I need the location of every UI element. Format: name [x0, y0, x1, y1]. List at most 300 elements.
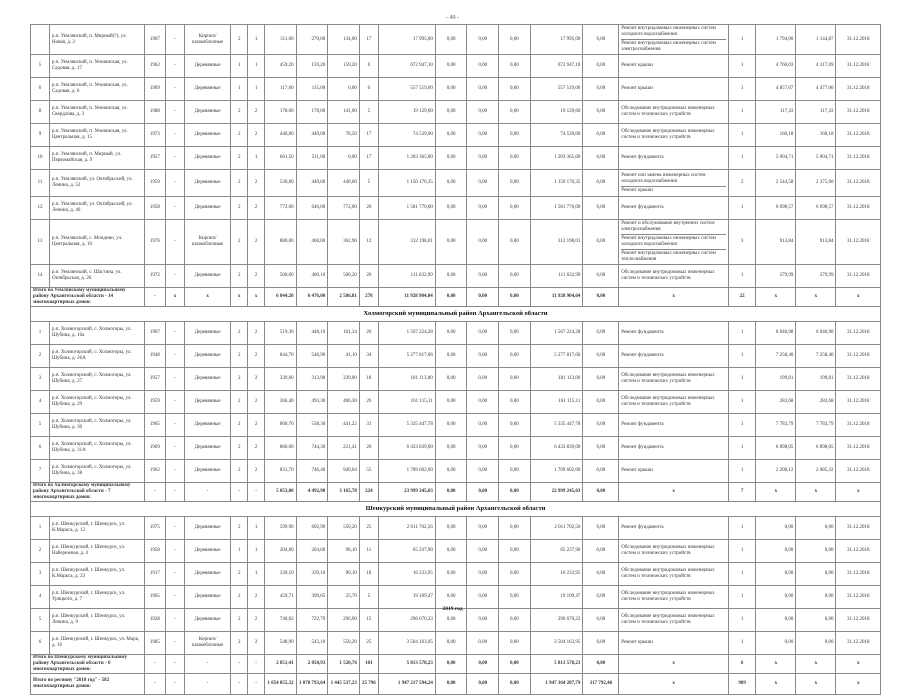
cell-w2: 199,81 — [756, 368, 796, 391]
cell-en: 2 — [248, 124, 265, 147]
cell-n: 4 — [31, 391, 50, 414]
cell-a2: 400,10 — [296, 265, 328, 288]
total-works: х — [619, 674, 729, 695]
cell-p: 55 — [359, 460, 378, 483]
cell-n: 6 — [31, 437, 50, 460]
works-cell — [619, 55, 729, 78]
cell-a1: 866,00 — [265, 437, 297, 460]
cell-year: 1917 — [144, 563, 165, 586]
cell-c3: - — [165, 632, 184, 655]
cell-fl: 1 — [231, 78, 248, 101]
cell-p: 6 — [359, 78, 378, 101]
section-header — [31, 307, 881, 322]
total-a3: 1 445 537,23 — [328, 674, 360, 695]
total-w1: 7 — [728, 483, 755, 502]
cell-a3: 500,20 — [328, 265, 360, 288]
cell-a1: 548,90 — [265, 632, 297, 655]
cell-z1: 0,00 — [435, 220, 467, 265]
cell-en: 2 — [248, 586, 265, 609]
cell-p: 5 — [359, 586, 378, 609]
cell-en: 2 — [248, 345, 265, 368]
cell-en: 2 — [248, 322, 265, 345]
total-a3: 3 165,78 — [328, 483, 360, 502]
works-cell — [619, 220, 729, 265]
cell-z3: 0,00 — [499, 460, 531, 483]
cell-z3: 0,00 — [499, 170, 531, 197]
cell-year: 1985 — [144, 632, 165, 655]
cell-z2: 0,00 — [467, 414, 499, 437]
total-c2: - — [144, 655, 165, 674]
cell-a3: 296,90 — [328, 609, 360, 632]
cell-c13: 672 947,10 — [530, 55, 583, 78]
cell-c14: 0,00 — [583, 265, 619, 288]
cell-date: 31.12.2018 — [836, 265, 881, 288]
cell-year: 1967 — [144, 322, 165, 345]
cell-w2: 6 046,98 — [756, 322, 796, 345]
cell-a1: 117,60 — [265, 78, 297, 101]
cell-cost: 1 581 770,00 — [378, 197, 435, 220]
cell-date: 31.12.2018 — [836, 322, 881, 345]
cell-w1: 1 — [728, 101, 755, 124]
cell-addr: р.п. Уемлянский, ул. Октябрьский, ул. Ленина, д. 46 — [49, 197, 144, 220]
total-p: 224 — [359, 483, 378, 502]
cell-c3: - — [165, 265, 184, 288]
cell-z1: 0,00 — [435, 391, 467, 414]
cell-addr: р.п. Шенкурский, г. Шенкурск, ул. Марк, д. 16 — [49, 632, 144, 655]
cell-type: Деревянные — [184, 55, 230, 78]
cell-w3: 0,00 — [796, 586, 836, 609]
cell-c13: 296 670,23 — [530, 609, 583, 632]
table-row — [31, 540, 881, 563]
cell-year: 1965 — [144, 414, 165, 437]
work-item: Ремонт и обслуживание внутренних систем электроснабжения — [621, 220, 726, 235]
cell-w1: 1 — [728, 322, 755, 345]
cell-z3: 0,00 — [499, 563, 531, 586]
table-row — [31, 517, 881, 540]
cell-year: 1962 — [144, 460, 165, 483]
table-row — [31, 632, 881, 655]
total-w2: х — [756, 288, 796, 307]
total-c5: - — [248, 674, 265, 695]
cell-c3: - — [165, 55, 184, 78]
cell-type: Деревянные — [184, 147, 230, 170]
cell-en: 1 — [248, 25, 265, 55]
cell-z2: 0,00 — [467, 437, 499, 460]
cell-date: 31.12.2018 — [836, 414, 881, 437]
cell-en: 2 — [248, 368, 265, 391]
cell-c14: 0,00 — [583, 586, 619, 609]
cell-year: 1975 — [144, 517, 165, 540]
cell-n: 1 — [31, 517, 50, 540]
cell-a2: 548,90 — [296, 345, 328, 368]
cell-z1: 0,00 — [435, 101, 467, 124]
table-row — [31, 78, 881, 101]
total-w3: х — [796, 483, 836, 502]
cell-addr: р.п. Уемлянский, п. Уемлянская, ул. Центральная, д. 15 — [49, 124, 144, 147]
cell-fl: 2 — [231, 609, 248, 632]
total-c14: 0,00 — [583, 655, 619, 674]
cell-en: 2 — [248, 170, 265, 197]
cell-cost: 16 233,95 — [378, 563, 435, 586]
total-c13: 1 947 364 287,79 — [530, 674, 583, 695]
cell-z1: 0,00 — [435, 147, 467, 170]
total-c13: 22 999 245,03 — [530, 483, 583, 502]
cell-fl: 2 — [231, 265, 248, 288]
cell-a2: 440,60 — [296, 170, 328, 197]
total-cost: 5 813 578,23 — [378, 655, 435, 674]
work-item: Обследование внутридомовых инженерных систем и технических устройств — [621, 373, 715, 384]
cell-date: 31.12.2018 — [836, 632, 881, 655]
cell-a2: 339,10 — [296, 563, 328, 586]
cell-c14: 0,00 — [583, 322, 619, 345]
cell-type: Деревянные — [184, 460, 230, 483]
cell-z3: 0,00 — [499, 437, 531, 460]
works-cell — [619, 101, 729, 124]
cell-date: 31.12.2018 — [836, 170, 881, 197]
cell-w1: 1 — [728, 460, 755, 483]
cell-c14: 0,00 — [583, 540, 619, 563]
cell-en: 2 — [248, 437, 265, 460]
work-item: Ремонт крыши — [621, 468, 653, 473]
cell-z3: 0,00 — [499, 586, 531, 609]
cell-year: 1928 — [144, 609, 165, 632]
cell-w1: 1 — [728, 55, 755, 78]
cell-c13: 111 632,99 — [530, 265, 583, 288]
cell-fl: 2 — [231, 414, 248, 437]
cell-w3: 0,00 — [796, 540, 836, 563]
work-item: Ремонт крыши — [621, 187, 653, 193]
cell-w2: 0,00 — [756, 517, 796, 540]
cell-a3: 134,00 — [328, 25, 360, 55]
cell-type: Деревянные — [184, 265, 230, 288]
cell-year: 1988 — [144, 101, 165, 124]
work-item: Обследование внутридомовых инженерных систем и технических устройств — [621, 106, 715, 117]
cell-z1: 0,00 — [435, 170, 467, 197]
cell-n: 5 — [31, 55, 50, 78]
total-label: Итого по Холмогорскому муниципальному району Архангельской области - 7 многоквартирных домов: — [31, 483, 145, 502]
cell-z2: 0,00 — [467, 563, 499, 586]
cell-cost: 65 237,90 — [378, 540, 435, 563]
cell-w3: 4 317,69 — [796, 55, 836, 78]
cell-en: 2 — [248, 220, 265, 265]
cell-fl: 2 — [231, 517, 248, 540]
cell-z3: 0,00 — [499, 197, 531, 220]
cell-cost: 672 947,10 — [378, 55, 435, 78]
cell-addr: р.п. Холмогорский, с. Холмогоры, ул. Шубина, д. 29 — [49, 391, 144, 414]
cell-a2: 746,40 — [296, 460, 328, 483]
cell-c3: - — [165, 517, 184, 540]
total-c5: - — [248, 655, 265, 674]
table-body — [31, 25, 881, 695]
cell-z3: 0,00 — [499, 124, 531, 147]
cell-a1: 339,10 — [265, 563, 297, 586]
total-c5: - — [248, 483, 265, 502]
work-item: Ремонт крыши — [621, 640, 653, 645]
total-w1: 909 — [728, 674, 755, 695]
cell-z1: 0,00 — [435, 517, 467, 540]
cell-w3: 2 085,32 — [796, 460, 836, 483]
cell-date: 31.12.2018 — [836, 437, 881, 460]
total-c5: - — [231, 655, 248, 674]
cell-z2: 0,00 — [467, 78, 499, 101]
work-item: Ремонт крыши — [621, 63, 653, 68]
cell-type: Деревянные — [184, 345, 230, 368]
cell-addr: р.п. Холмогорский, с. Холмогоры, ул. Шубина, д. 30 — [49, 414, 144, 437]
works-cell — [619, 368, 729, 391]
cell-c14: 0,00 — [583, 147, 619, 170]
cell-cost: 312 198,01 — [378, 220, 435, 265]
cell-fl: 2 — [231, 460, 248, 483]
cell-a3: 78,50 — [328, 124, 360, 147]
cell-type: Деревянные — [184, 78, 230, 101]
work-item: Обследование внутридомовых инженерных систем и технических устройств — [621, 396, 715, 407]
total-c5: х — [248, 288, 265, 307]
cell-z3: 0,00 — [499, 632, 531, 655]
table-row — [31, 345, 881, 368]
total-c4: х — [184, 288, 230, 307]
cell-addr: р.п. Уемлянский, с. Мондино, ул. Центральная, д. 10 — [49, 220, 144, 265]
cell-w1: 1 — [728, 124, 755, 147]
cell-c3: - — [165, 25, 184, 55]
cell-fl: 2 — [231, 632, 248, 655]
work-item: Обследование внутридомовых инженерных систем и технических устройств — [621, 129, 715, 140]
cell-a3: 0,00 — [328, 147, 360, 170]
cell-w2: 0,00 — [756, 563, 796, 586]
cell-year: 1972 — [144, 265, 165, 288]
cell-c3: - — [165, 460, 184, 483]
cell-fl: 2 — [231, 197, 248, 220]
table-row — [31, 437, 881, 460]
cell-en: 2 — [248, 460, 265, 483]
section-header — [31, 502, 881, 517]
cell-w1: 1 — [728, 368, 755, 391]
cell-addr: р.п. Холмогорский, с. Холмогоры, ул. Шубина, д. 27 — [49, 368, 144, 391]
cell-z3: 0,00 — [499, 322, 531, 345]
cell-c14: 0,00 — [583, 563, 619, 586]
cell-z1: 0,00 — [435, 25, 467, 55]
total-c4: - — [184, 674, 230, 695]
total-z1: 0,00 — [435, 288, 467, 307]
cell-date: 31.12.2018 — [836, 460, 881, 483]
cell-fl: 2 — [231, 170, 248, 197]
cell-w1: 1 — [728, 147, 755, 170]
cell-type: Кирпич/шлакоблочные — [184, 25, 230, 55]
cell-en: 1 — [248, 563, 265, 586]
cell-z3: 0,00 — [499, 265, 531, 288]
cell-z1: 0,00 — [435, 460, 467, 483]
cell-w2: 0,00 — [756, 586, 796, 609]
work-item: Ремонт фундамента — [621, 525, 664, 530]
cell-w3: 6 698,57 — [796, 197, 836, 220]
cell-addr: р.п. Уемлянский, п. Мирный, ул. Первомайская, д. 9 — [49, 147, 144, 170]
cell-c3: - — [165, 101, 184, 124]
cell-z2: 0,00 — [467, 540, 499, 563]
cell-fl: 2 — [231, 101, 248, 124]
cell-c13: 1 709 602,00 — [530, 460, 583, 483]
works-cell — [619, 517, 729, 540]
cell-type: Кирпич/шлакоблочные — [184, 220, 230, 265]
cell-w1: 1 — [728, 632, 755, 655]
cell-a2: 646,00 — [296, 197, 328, 220]
cell-w1: 1 — [728, 345, 755, 368]
cell-z3: 0,00 — [499, 78, 531, 101]
cell-z2: 0,00 — [467, 147, 499, 170]
cell-a3: 0,00 — [328, 78, 360, 101]
cell-c3: - — [165, 124, 184, 147]
cell-z3: 0,00 — [499, 220, 531, 265]
cell-type: Деревянные — [184, 586, 230, 609]
total-z2: 0,00 — [467, 655, 499, 674]
cell-cost: 111 632,99 — [378, 265, 435, 288]
work-item: Ремонт фундамента — [621, 155, 664, 160]
works-cell — [619, 345, 729, 368]
cell-n: 14 — [31, 265, 50, 288]
total-works: х — [619, 655, 729, 674]
cell-z2: 0,00 — [467, 265, 499, 288]
cell-w1: 1 — [728, 78, 755, 101]
cell-cost: 1 203 365,00 — [378, 147, 435, 170]
cell-w1: 1 — [728, 25, 755, 55]
cell-a2: 204,60 — [296, 540, 328, 563]
cell-a1: 500,00 — [265, 265, 297, 288]
cell-w2: 0,00 — [756, 632, 796, 655]
cell-a2: 543,10 — [296, 632, 328, 655]
cell-addr: р.п. Шенкурский, г. Шенкурск, ул. К.Маркса, д. 23 — [49, 563, 144, 586]
cell-n: 13 — [31, 220, 50, 265]
cell-type: Деревянные — [184, 391, 230, 414]
cell-addr: р.п. Холмогорский, с. Холмогоры, ул. Шубина, д. 31А — [49, 437, 144, 460]
cell-w1: 1 — [728, 391, 755, 414]
cell-z1: 0,00 — [435, 414, 467, 437]
cell-a1: 178,00 — [265, 101, 297, 124]
cell-n: 3 — [31, 368, 50, 391]
cell-date: 31.12.2018 — [836, 124, 881, 147]
cell-a3: 98,10 — [328, 540, 360, 563]
total-p: 101 — [359, 655, 378, 674]
cell-fl: 2 — [231, 147, 248, 170]
cell-cost: 296 670,23 — [378, 609, 435, 632]
cell-type: Деревянные — [184, 563, 230, 586]
total-w1: 22 — [728, 288, 755, 307]
cell-en: 1 — [248, 540, 265, 563]
cell-z3: 0,00 — [499, 55, 531, 78]
total-z2: 0,00 — [467, 674, 499, 695]
total-p: 25 796 — [359, 674, 378, 695]
cell-a3: 949,04 — [328, 460, 360, 483]
cell-a1: 459,20 — [265, 55, 297, 78]
total-label: Итого по Уемлянскому муниципальному району Архангельской области - 14 многоквартирных домов: — [31, 288, 145, 307]
total-z1: 0,00 — [435, 655, 467, 674]
cell-p: 20 — [359, 197, 378, 220]
cell-fl: 2 — [231, 437, 248, 460]
cell-fl: 2 — [231, 391, 248, 414]
cell-cost: 2 011 702,56 — [378, 517, 435, 540]
cell-c13: 1 581 770,00 — [530, 197, 583, 220]
cell-p: 31 — [359, 414, 378, 437]
work-item: Ремонт внутридомовых инженерных систем электроснабжения — [621, 41, 716, 52]
total-c2: - — [144, 674, 165, 695]
cell-cost: 181 113,00 — [378, 368, 435, 391]
cell-en: 2 — [248, 609, 265, 632]
cell-addr: р.п. Шенкурский, г. Шенкурск, ул. К.Маркса, д. 12 — [49, 517, 144, 540]
cell-type: Деревянные — [184, 609, 230, 632]
cell-c14: 0,00 — [583, 55, 619, 78]
cell-c14: 0,00 — [583, 414, 619, 437]
cell-date: 31.12.2018 — [836, 147, 881, 170]
cell-w3: 160,18 — [796, 124, 836, 147]
cell-w2: 6 898,05 — [756, 437, 796, 460]
cell-type: Деревянные — [184, 170, 230, 197]
total-z1: 0,00 — [435, 674, 467, 695]
subtotal-row — [31, 288, 881, 307]
cell-year: 1957 — [144, 147, 165, 170]
cell-a2: 744,30 — [296, 437, 328, 460]
section-title: Шенкурский муниципальный район Архангельской области — [31, 502, 881, 517]
cell-w3: 199,81 — [796, 368, 836, 391]
work-item: Ремонт фундамента — [621, 353, 664, 358]
cell-cost: 17 995,00 — [378, 25, 435, 55]
work-item: Ремонт или замена инженерных систем холодного водоснабжения — [621, 172, 726, 187]
work-item: Ремонт крыши — [621, 86, 653, 91]
cell-z3: 0,00 — [499, 147, 531, 170]
work-item: Обследование внутридомовых инженерных систем и технических устройств — [621, 545, 715, 556]
cell-w2: 4 760,03 — [756, 55, 796, 78]
cell-a1: 740,02 — [265, 609, 297, 632]
cell-type: Деревянные — [184, 437, 230, 460]
cell-a1: 661,50 — [265, 147, 297, 170]
cell-a2: 399,65 — [296, 586, 328, 609]
total-a2: 2 850,93 — [296, 655, 328, 674]
cell-w2: 117,43 — [756, 101, 796, 124]
cell-z3: 0,00 — [499, 540, 531, 563]
cell-w2: 160,18 — [756, 124, 796, 147]
works-cell — [619, 632, 729, 655]
total-c13: 11 928 904,04 — [530, 288, 583, 307]
total-w2: х — [756, 674, 796, 695]
cell-type: Деревянные — [184, 368, 230, 391]
cell-w3: 2 375,60 — [796, 170, 836, 197]
work-item: Обследование внутридомовых инженерных систем и технических устройств — [621, 591, 715, 602]
cell-z2: 0,00 — [467, 391, 499, 414]
cell-addr: р.п. Шенкурский, г. Шенкурск, ул. Урицкого, д. 7 — [49, 586, 144, 609]
cell-a3: 90,10 — [328, 563, 360, 586]
cell-a1: 311,00 — [265, 25, 297, 55]
cell-c14: 0,00 — [583, 437, 619, 460]
cell-addr: р.п. Уемлянский, п. Уемлянская, ул. Свердлова, д. 3 — [49, 101, 144, 124]
cell-n: 2 — [31, 540, 50, 563]
table-row — [31, 124, 881, 147]
cell-cost: 74 539,00 — [378, 124, 435, 147]
cell-n: 6 — [31, 632, 50, 655]
cell-p: 11 — [359, 540, 378, 563]
total-a2: 1 070 793,64 — [296, 674, 328, 695]
cell-date: 31.12.2018 — [836, 517, 881, 540]
cell-c13: 1 203 365,00 — [530, 147, 583, 170]
cell-c13: 19 109,47 — [530, 586, 583, 609]
cell-c14: 0,00 — [583, 609, 619, 632]
cell-addr: р.п. Шенкурский, г. Шенкурск, ул. Набережная, д. 4 — [49, 540, 144, 563]
cell-n: 8 — [31, 101, 50, 124]
cell-date: 31.12.2018 — [836, 368, 881, 391]
cell-z3: 0,00 — [499, 609, 531, 632]
cell-n: 6 — [31, 78, 50, 101]
cell-p: 18 — [359, 368, 378, 391]
cell-c3: - — [165, 391, 184, 414]
table-row — [31, 460, 881, 483]
cell-a3: 159,20 — [328, 55, 360, 78]
total-c4: - — [184, 655, 230, 674]
total-z3: 0,00 — [499, 674, 531, 695]
